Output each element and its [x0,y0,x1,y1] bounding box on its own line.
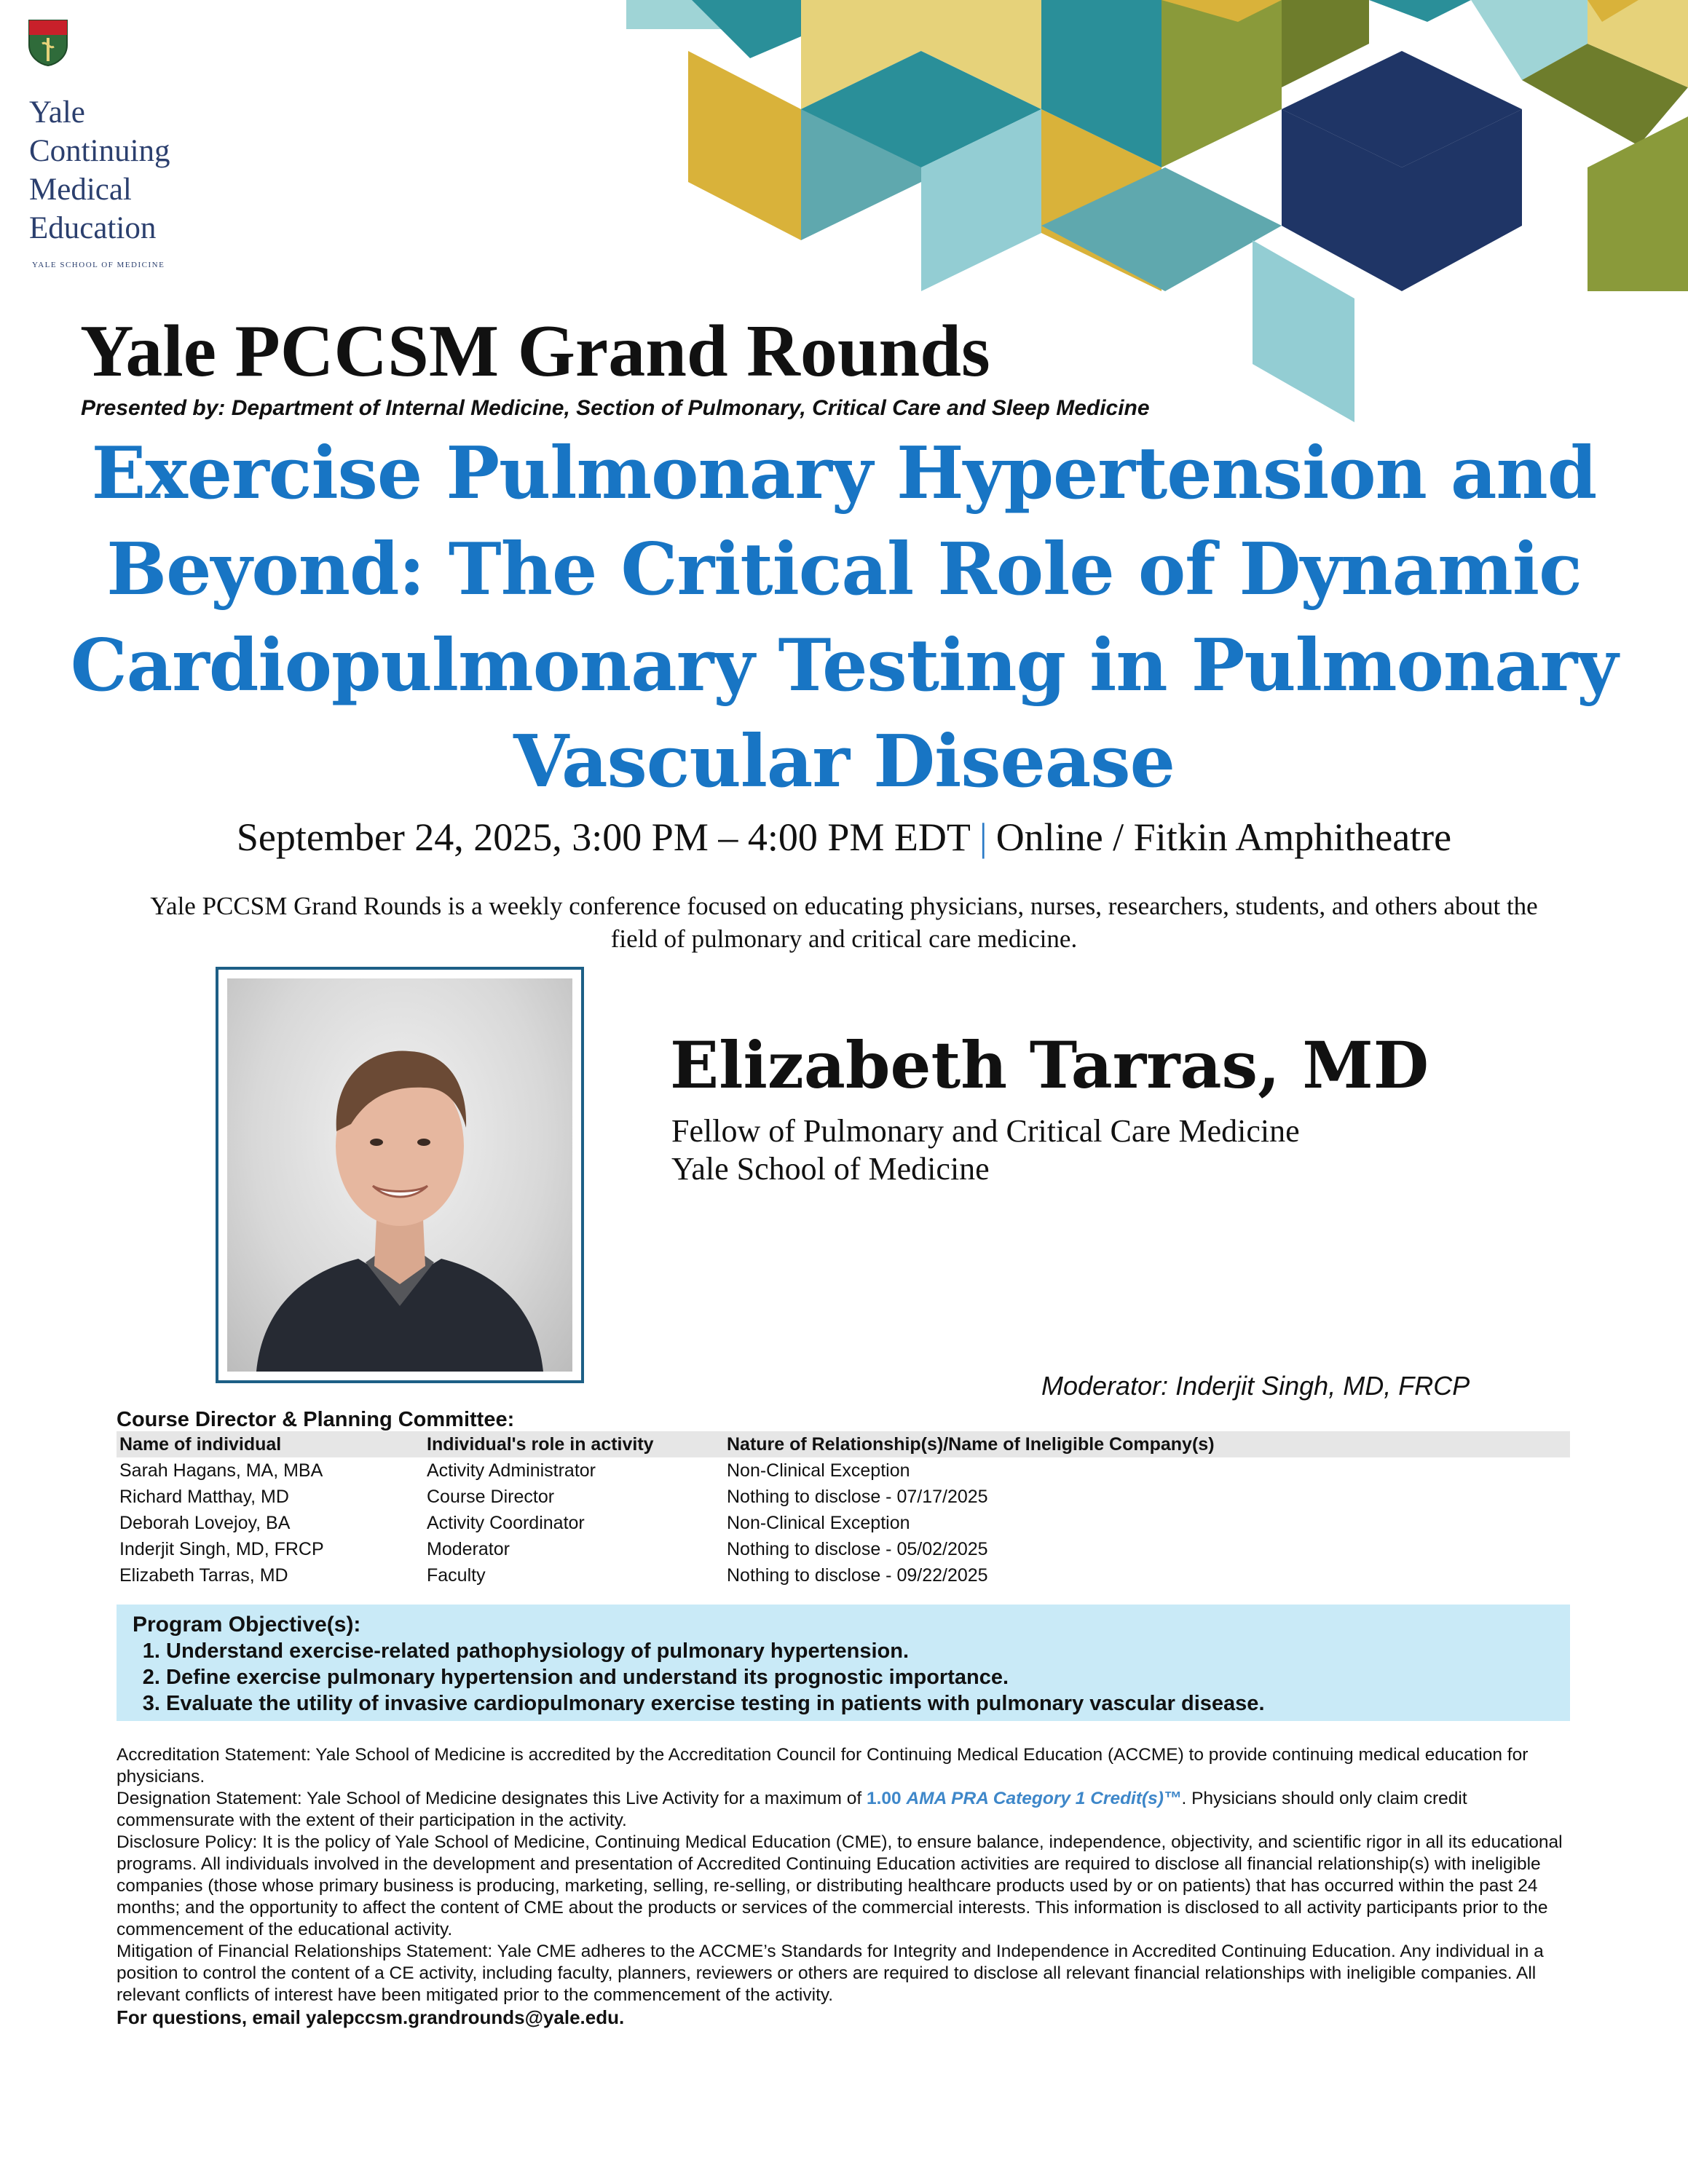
mitigation-statement: Mitigation of Financial Relationships Statement: Yale CME adheres to the ACCME’s Standards for Integrity and Independence in Accredited Continuing Education. Any individual in a position to control the content of a CE activity, including faculty, planners, reviewers or others are required to disclose all relevant financial relationships with ineligible companies. All relevant conflicts of interest have been mitigated prior to the commencement of the activity. [117,1942,1544,2005]
list-item: 1. Understand exercise-related pathophysiology of pulmonary hypertension. [166,1638,1554,1664]
speaker-photo-frame [216,967,584,1383]
speaker-photo [227,978,572,1372]
table-cell: Nothing to disclose - 09/22/2025 [727,1565,988,1586]
table-cell: Activity Coordinator [427,1513,585,1533]
designation-text-end: . Physicians should only claim credit commensurate with the extent of their participation in the activity. [117,1789,1467,1830]
column-header: Name of individual [117,1431,424,1457]
list-item: 3. Evaluate the utility of invasive cardiopulmonary exercise testing in patients with pulmonary vascular disease. [166,1690,1554,1717]
credit-name: AMA PRA Category 1 Credit(s)™ [906,1789,1182,1808]
event-location: Online / Fitkin Amphitheatre [995,815,1452,859]
table-cell: Elizabeth Tarras, MD [119,1565,288,1586]
program-objectives [117,1605,1570,1721]
credit-amount: 1.00 [866,1789,902,1808]
committee-heading: Course Director & Planning Committee: [117,1408,515,1431]
logo-subtitle: YALE SCHOOL OF MEDICINE [32,261,165,269]
table-cell: Nothing to disclose - 07/17/2025 [727,1487,988,1507]
table-cell: Activity Administrator [427,1460,596,1481]
separator: | [979,815,987,859]
speaker-role: Fellow of Pulmonary and Critical Care Medicine [671,1113,1300,1149]
objectives-list [133,1638,1554,1717]
table-row [117,1484,1570,1510]
table-cell: Deborah Lovejoy, BA [119,1513,291,1533]
event-description: Yale PCCSM Grand Rounds is a weekly conference focused on educating physicians, nurses, researchers, students, and others about the field of pulmonary and critical care medicine. [150,892,1538,953]
table-row [117,1510,1570,1536]
speaker-institution: Yale School of Medicine [671,1151,990,1187]
table-row [117,1457,1570,1484]
table-cell: Non-Clinical Exception [727,1460,910,1481]
table-header-row [117,1431,1570,1457]
designation-statement [117,1788,1580,1832]
table-cell: Richard Matthay, MD [119,1487,289,1507]
event-datetime: September 24, 2025, 3:00 PM – 4:00 PM EDT [236,815,971,859]
designation-text: Designation Statement: Yale School of Medicine designates this Live Activity for a maximum of [117,1789,867,1808]
disclosure-policy: Disclosure Policy: It is the policy of Yale School of Medicine, Continuing Medical Education (CME), to ensure balance, independence, objectivity, and scientific rigor in all its educational programs. All individuals involved in the development and presentation of Accredited Continuing Education activities are required to disclose all financial relationship(s) with ineligible companies (those whose primary business is producing, marketing, selling, re-selling, or distributing healthcare products used by or on patients) that has occurred within the past 24 months; and the opportunity to affect the content of CME about the products or services of the commercial interests. This information is disclosed to all activity participants prior to the commencement of the educational activity. [117,1832,1563,1939]
column-header: Individual's role in activity [424,1431,724,1457]
table-cell: Course Director [427,1487,555,1507]
speaker-name: Elizabeth Tarras, MD [670,1027,1429,1103]
logo-name: Yale Continuing Medical Education [29,95,170,245]
objectives-title: Program Objective(s): [133,1613,361,1637]
table-cell: Moderator [427,1539,510,1559]
yale-cme-logo [22,15,255,269]
table-row [117,1536,1570,1562]
accreditation-statement: Accreditation Statement: Yale School of Medicine is accredited by the Accreditation Council for Continuing Medical Education (ACCME) to provide continuing medical education for physicians. [117,1745,1529,1787]
moderator: Moderator: Inderjit Singh, MD, FRCP [1041,1371,1470,1401]
list-item: 2. Define exercise pulmonary hypertension and understand its prognostic importance. [166,1664,1554,1690]
presented-by: Presented by: Department of Internal Medicine, Section of Pulmonary, Critical Care and Sleep Medicine [81,396,1150,420]
contact-email[interactable]: For questions, email yalepccsm.grandrounds@yale.edu. [117,2006,625,2028]
table-cell: Faculty [427,1565,486,1586]
yale-shield-icon [28,19,68,67]
table-row [117,1562,1570,1588]
committee-table [117,1431,1570,1588]
table-cell: Sarah Hagans, MA, MBA [119,1460,323,1481]
series-title: Yale PCCSM Grand Rounds [80,310,990,392]
date-location-line [0,814,1688,860]
accreditation-statements [117,1744,1580,2028]
column-header: Nature of Relationship(s)/Name of Ineligible Company(s) [724,1431,1570,1457]
table-cell: Inderjit Singh, MD, FRCP [119,1539,324,1559]
talk-title: Exercise Pulmonary Hypertension and Beyond: The Critical Role of Dynamic Cardiopulmonary Testing in Pulmonary Vascular Disease [70,432,1618,804]
table-cell: Nothing to disclose - 05/02/2025 [727,1539,988,1559]
table-cell: Non-Clinical Exception [727,1513,910,1533]
